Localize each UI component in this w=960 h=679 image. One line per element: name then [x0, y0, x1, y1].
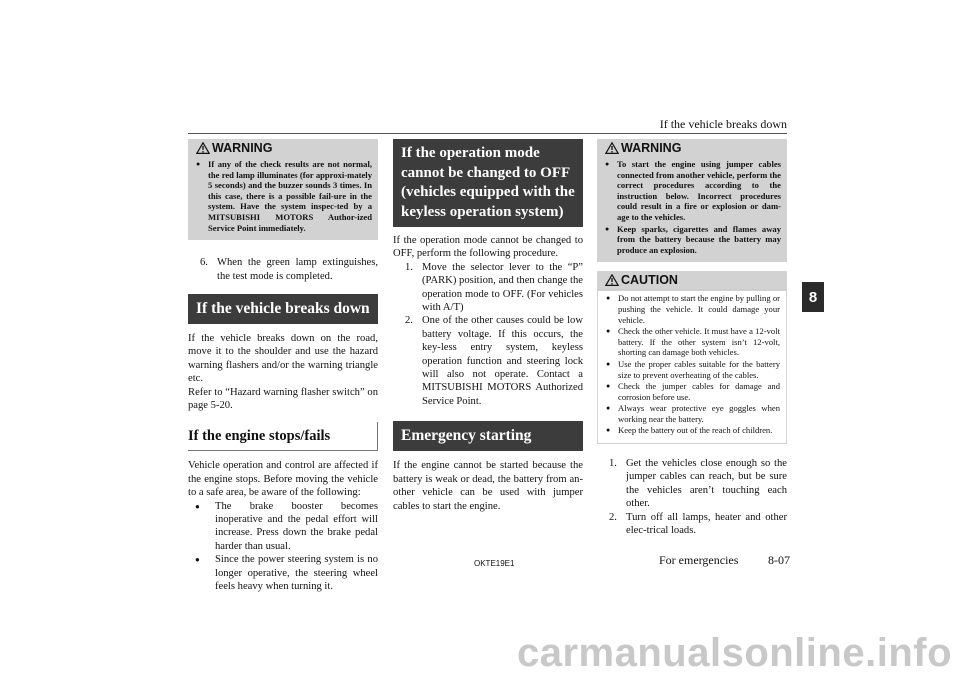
paragraph: Vehicle operation and control are affected if the engine stops. Before moving the vehicle to a safe area, be aware of the following:	[188, 460, 378, 499]
list-item	[606, 403, 780, 424]
middle-column	[393, 139, 583, 513]
step-item	[597, 457, 787, 511]
cross-reference[interactable]: Refer to “Hazard warning flasher switch” on page 5-20.	[188, 386, 378, 411]
bullet-icon: ●	[605, 224, 610, 233]
step-text: When the green lamp extinguishes, the test mode is completed.	[217, 257, 378, 282]
caution-triangle-icon	[605, 274, 619, 286]
list-item	[606, 425, 780, 436]
section-title-engine-stops: If the engine stops/fails	[188, 422, 378, 451]
page-number: 8-07	[768, 553, 790, 567]
warning-header	[597, 139, 787, 157]
caution-text: Keep the battery out of the reach of children.	[618, 425, 773, 436]
header-divider	[188, 133, 787, 134]
running-header: If the vehicle breaks down	[659, 117, 787, 131]
warning-header	[188, 139, 378, 157]
bullet-text: The brake booster becomes inoperative and the pedal effort will increase. Press down the brake pedal harder than usual.	[215, 500, 378, 552]
caution-text: Check the other vehicle. It must have a 12-volt battery. If the other system isn’t 12-volt, shorting can damage both vehicles.	[618, 326, 780, 358]
bullet-icon: ●	[196, 160, 201, 168]
list-item	[606, 326, 780, 358]
step-item	[597, 511, 787, 538]
step-number: 1.	[609, 458, 617, 470]
warning-text: If any of the check results are not normal, the red lamp illuminates (for approxi-mately 5 seconds) and the buzzer sounds 3 times. In this case, there is a possible fail-ure in the system. Have the system inspec-ted by a MITSUBISHI MOTORS Author-ized Service Point immediately.	[208, 159, 372, 233]
caution-text: Check the jumper cables for damage and corrosion before use.	[618, 381, 780, 402]
bullet-icon: ●	[606, 359, 611, 368]
bullet-icon: ●	[606, 426, 611, 435]
watermark: carmanualsonline.info	[516, 631, 952, 675]
caution-list	[597, 290, 787, 444]
list-item	[188, 553, 378, 593]
section-title-emergency-starting: Emergency starting	[393, 421, 583, 451]
warning-box	[188, 139, 378, 240]
bullet-icon: ●	[606, 404, 611, 413]
chapter-tab[interactable]: 8	[802, 282, 824, 312]
list-item	[196, 159, 372, 233]
section-title-breaks-down: If the vehicle breaks down	[188, 294, 378, 324]
warning-triangle-icon	[605, 142, 619, 154]
step-text: Get the vehicles close enough so the jumper cables can reach, but be sure the vehicles aren’t touching each other.	[626, 458, 787, 510]
warning-label: WARNING	[621, 141, 682, 155]
warning-list	[188, 157, 378, 240]
document-code: OKTE19E1	[474, 559, 515, 568]
list-item	[606, 381, 780, 402]
step-number: 6.	[200, 257, 208, 269]
step-item	[393, 314, 583, 408]
step-number: 2.	[609, 511, 617, 523]
step-item	[393, 261, 583, 315]
caution-label: CAUTION	[621, 273, 678, 288]
warning-list	[597, 157, 787, 262]
step-number: 2.	[405, 315, 413, 327]
footer-section-name: For emergencies	[659, 553, 739, 567]
bullet-icon: ●	[605, 160, 610, 168]
warning-text: Keep sparks, cigarettes and flames away from the battery because the battery may produce an explosion.	[617, 223, 781, 255]
step-item	[188, 256, 378, 283]
bullet-text: Since the power steering system is no longer operative, the steering wheel feels heavy when turning it.	[215, 554, 378, 593]
step-text: One of the other causes could be low battery voltage. If this occurs, the key-less entry system, keyless operation function and steering lock will also not operate. Contact a MITSUBISHI MOTORS Authorized Service Point.	[422, 315, 583, 407]
warning-box	[597, 139, 787, 262]
step-list	[597, 457, 787, 537]
bullet-icon: ●	[606, 294, 611, 303]
caution-text: Always wear protective eye goggles when working near the battery.	[618, 403, 780, 424]
paragraph: If the engine cannot be started because the battery is weak or dead, the battery from an-other vehicle can be used with jumper cables to start the engine.	[393, 460, 583, 512]
section-title-operation-mode: If the operation mode cannot be changed to OFF (vehicles equipped with the keyless operation system)	[393, 139, 583, 227]
list-item	[605, 224, 781, 256]
caution-text: Do not attempt to start the engine by pulling or pushing the vehicle. It could damage your vehicle.	[618, 293, 780, 325]
bullet-icon: ●	[195, 501, 200, 511]
list-item	[605, 159, 781, 223]
bullet-icon: ●	[606, 327, 611, 336]
warning-label: WARNING	[212, 141, 273, 155]
step-number: 1.	[405, 261, 413, 273]
paragraph: If the operation mode cannot be changed to OFF, perform the following procedure.	[393, 235, 583, 260]
list-item	[606, 359, 780, 380]
caution-text: Use the proper cables suitable for the battery size to prevent overheating of the cables.	[618, 358, 780, 380]
paragraph: If the vehicle breaks down on the road, move it to the shoulder and use the hazard warning flashers and/or the warning triangle etc.	[188, 332, 378, 385]
warning-triangle-icon	[196, 142, 210, 154]
warning-text: To start the engine using jumper cables connected from another vehicle, perform the correct procedures according to the instruction below. Incorrect procedures could result in a fire or explosion or dam-age to the vehicles.	[617, 159, 781, 222]
right-column	[597, 139, 787, 538]
left-column	[188, 139, 378, 593]
caution-header	[597, 271, 787, 290]
bullet-icon: ●	[195, 555, 200, 565]
step-text: Turn off all lamps, heater and other elec-trical loads.	[626, 511, 787, 537]
caution-box	[597, 271, 787, 444]
list-item	[606, 293, 780, 325]
step-text: Move the selector lever to the “P” (PARK) position, and then change the operation mode to OFF. (For vehicles with A/T)	[422, 261, 583, 314]
bullet-icon: ●	[606, 382, 611, 391]
list-item	[188, 500, 378, 554]
